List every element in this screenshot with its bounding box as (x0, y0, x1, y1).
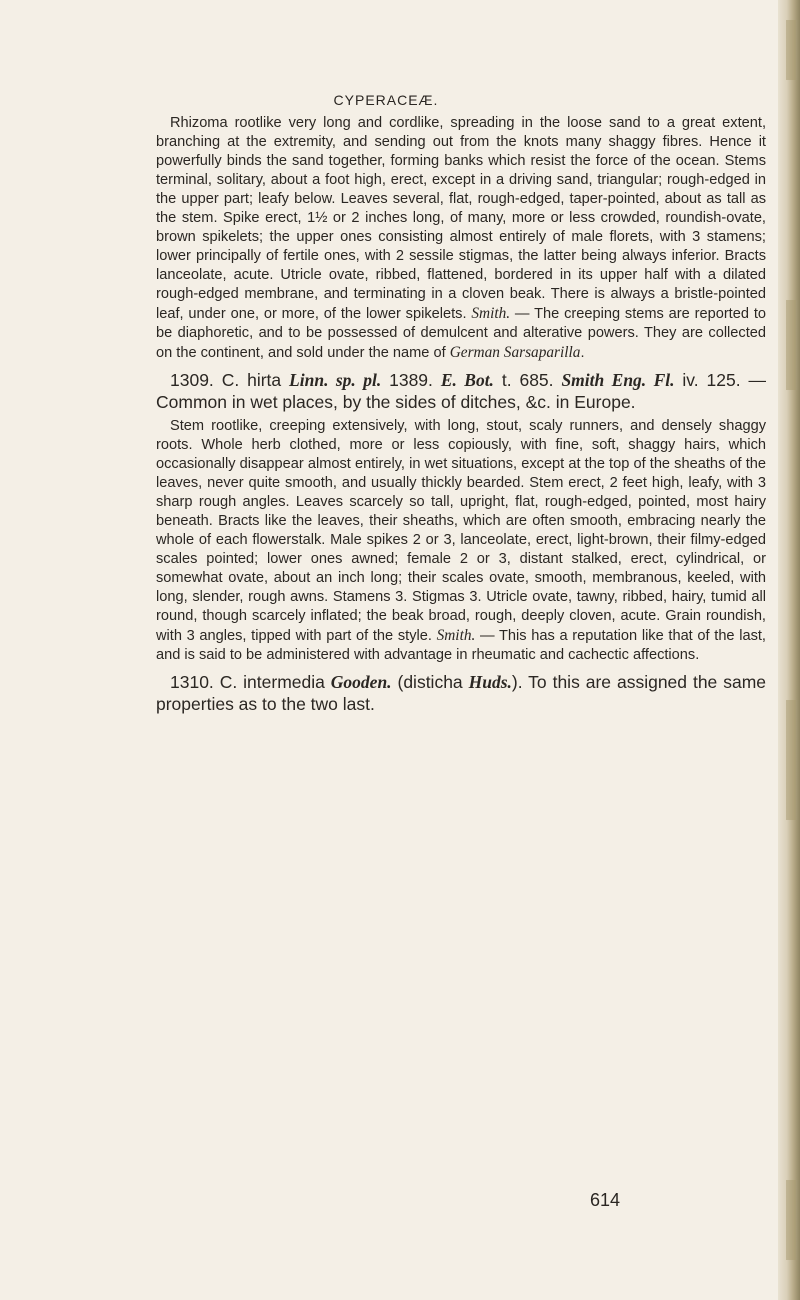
citation-ref: t. 685. (493, 370, 562, 390)
description-text: Stem rootlike, creeping extensively, with long, stout, scaly runners, and densely shaggy roots. Whole herb clothed, more or less copiously, with fine, soft, shaggy hairs, which occasionally disappear almost entirely, in wet situations, except at the top of the sheaths of the leaves, never quite smooth, and usually thickly bearded. Stem erect, 2 feet high, leafy, with 3 sharp rough angles. Leaves scarcely so tall, upright, flat, rough-edged, pointed, most hairy beneath. Bracts like the leaves, their sheaths, which are often smooth, embracing nearly the whole of each flowerstalk. Male spikes 2 or 3, lanceolate, erect, light-brown, their filmy-edged scales pointed; lower ones awned; female 2 or 3, distant stalked, erect, cylindrical, or somewhat ovate, about an inch long; their scales ovate, smooth, membranous, keeled, with long, slender, rough awns. Stamens 3. Stigmas 3. Utricle ovate, tawny, ribbed, hairy, tumid all round, though scarcely inflated; the beak broad, rough, deeply cloven, acute. Grain roundish, with 3 angles, tipped with part of the style. (156, 418, 766, 644)
citation-ebot: E. Bot. (440, 370, 494, 390)
description-paragraph (156, 114, 766, 363)
edge-stain (786, 700, 796, 820)
description-text: — The creeping stems are reported to be diaphoretic, and to be possessed of demulcent and alterative powers. They are collected on the continent, and sold under the name of (156, 306, 766, 361)
description-text: Rhizoma rootlike very long and cordlike, spreading in the loose sand to a great extent, branching at the extremity, and sending out from the knots many shaggy fibres. Hence it powerfully binds the sand together, forming banks which resist the force of the ocean. Stems terminal, solitary, about a foot high, erect, except in a driving sand, triangular; rough-edged in the upper part; leafy below. Leaves several, flat, rough-edged, taper-pointed, about as tall as the stem. Spike erect, 1½ or 2 inches long, of many, more or less crowded, roundish-ovate, brown spikelets; the upper ones consisting almost entirely of male florets, with 3 stamens; lower principally of fertile ones, with 2 sessile stigmas, the latter being always inferior. Bracts lanceolate, acute. Utricle ovate, ribbed, flattened, bordered in its upper half with a dilated rough-edged membrane, and terminating in a cloven beak. There is always a bristle-pointed leaf, under one, or more, of the lower spikelets. (156, 115, 766, 322)
running-header: CYPERACEÆ. (333, 92, 439, 108)
punctuation: . (580, 345, 585, 361)
page-edge (778, 0, 800, 1300)
citation-gooden: Gooden. (330, 672, 392, 692)
citation-huds: Huds. (468, 672, 512, 692)
page-number: 614 (590, 1190, 621, 1210)
entry-number-name: 1310. C. intermedia (170, 672, 331, 692)
entry-number-name: 1309. C. hirta (170, 370, 290, 390)
edge-stain (786, 1180, 796, 1260)
habitat-text: iv. 125. — Common in wet places, by the sides of ditches, &c. in Europe. (156, 370, 766, 412)
synonym-text: (disticha (391, 672, 469, 692)
citation-ref: 1389. (381, 370, 441, 390)
species-entry-1309 (156, 369, 766, 413)
properties-text: ). To this are assigned the same properties as to the two last. (156, 672, 767, 714)
author-citation: Smith. (436, 627, 476, 644)
citation-linn: Linn. sp. pl. (289, 370, 382, 390)
edge-stain (786, 20, 796, 80)
author-citation: Smith. (471, 305, 511, 322)
page-body (156, 114, 766, 715)
species-entry-1310 (156, 671, 766, 715)
edge-stain (786, 300, 796, 390)
citation-smith: Smith Eng. Fl. (561, 370, 675, 390)
description-paragraph (156, 417, 766, 665)
common-name: German Sarsaparilla (449, 344, 581, 361)
description-text: — This has a reputation like that of the last, and is said to be administered with advantage in rheumatic and cachectic affections. (156, 628, 766, 663)
